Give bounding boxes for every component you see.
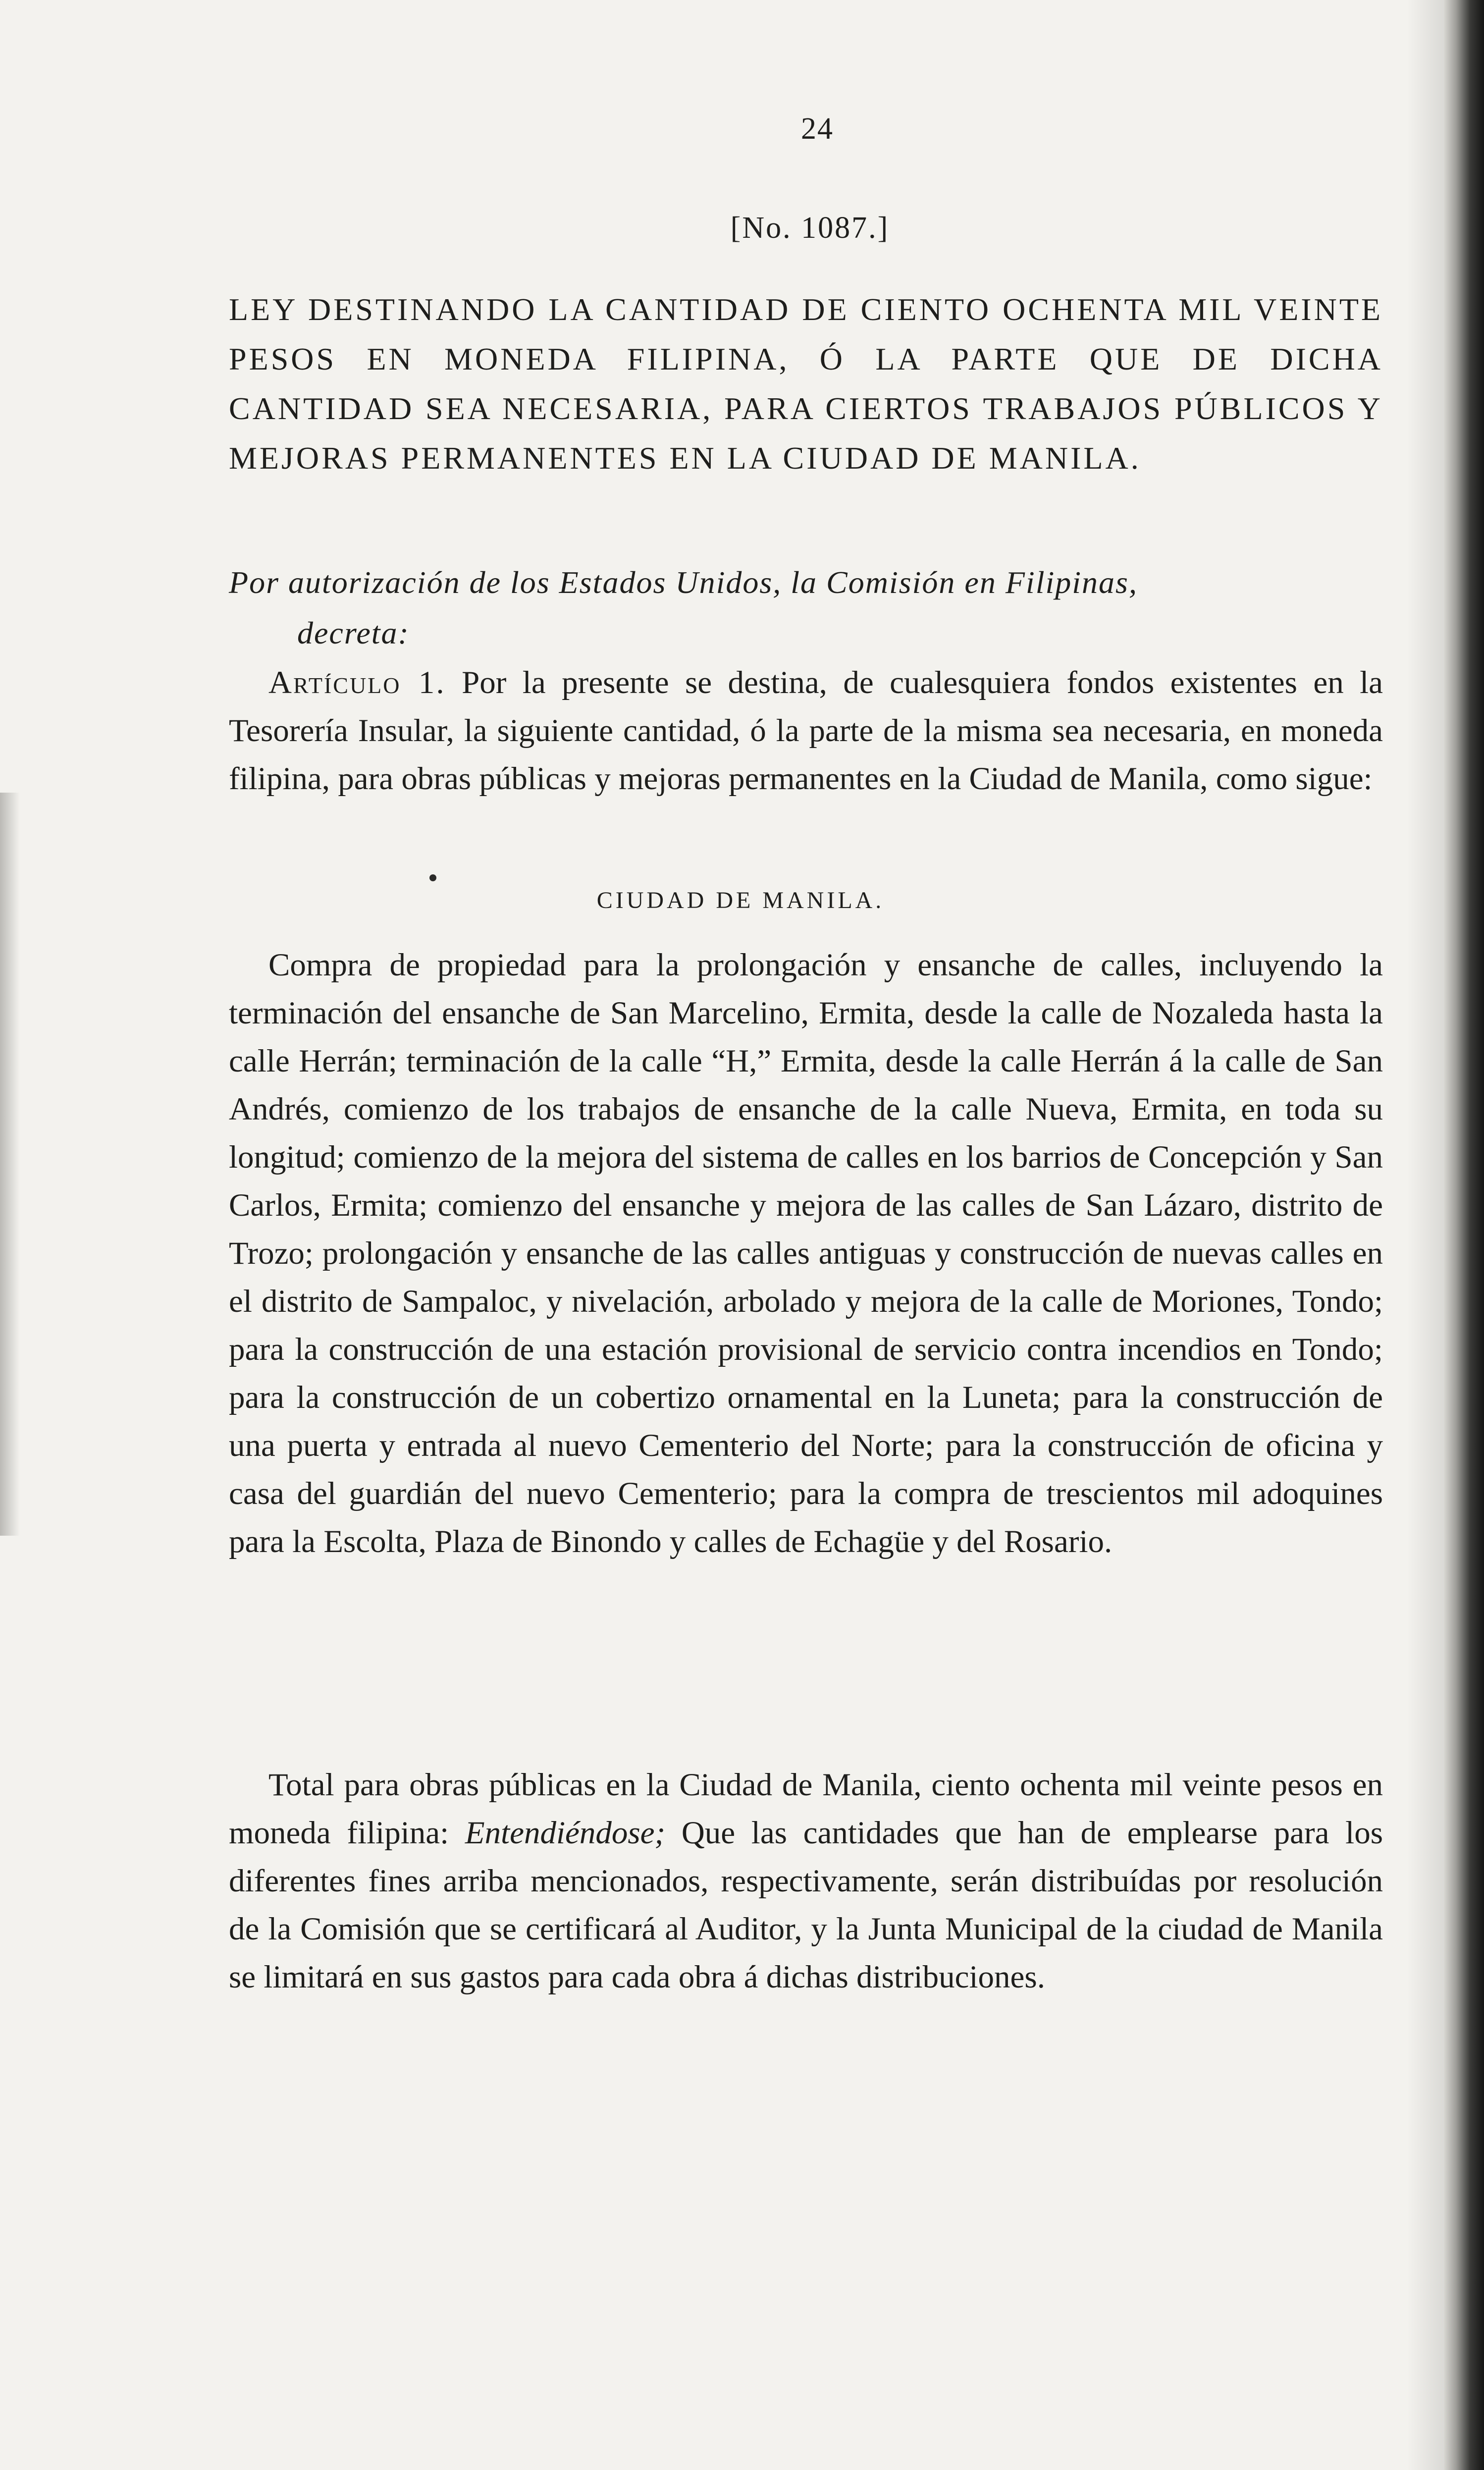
ink-dot	[429, 874, 436, 881]
section-heading: CIUDAD DE MANILA.	[596, 887, 885, 913]
works-paragraph: Compra de propiedad para la prolongación y ensanche de calles, incluyendo la terminación del ensanche de San Marcelino, Ermita, desde la calle de Nozaleda hasta la calle Herrán; terminación de la calle “H,” Ermita, desde la calle Herrán á la calle de San Andrés, comienzo de los trabajos de ensanche de la calle Nueva, Ermita, en toda su longitud; comienzo de la mejora del sistema de calles en los barrios de Concepción y San Carlos, Ermita; comienzo del ensanche y mejora de las calles de San Lázaro, distrito de Trozo; prolongación y ensanche de las calles antiguas y construcción de nuevas calles en el distrito de Sampaloc, y nivelación, arbolado y mejora de la calle de Moriones, Tondo; para la construcción de una estación provisional de servicio contra incendios en Tondo; para la construcción de un cobertizo ornamental en la Luneta; para la construcción de una puerta y entrada al nuevo Cementerio del Norte; para la construcción de oficina y casa del guardián del nuevo Cementerio; para la compra de trescientos mil adoquines para la Escolta, Plaza de Binondo y calles de Echagüe y del Rosario.	[229, 947, 1383, 1559]
page-edge-shadow	[1407, 0, 1444, 2470]
total-text-part-1: Total para obras públicas en la Ciudad de Manila, ciento ochenta mil veinte pesos en moneda filipina:	[229, 1767, 1383, 1851]
article-label: Artículo 1.	[268, 665, 446, 700]
book-spine	[1444, 0, 1484, 2470]
law-title: LEY DESTINANDO LA CANTIDAD DE CIENTO OCHENTA MIL VEINTE PESOS EN MONEDA FILIPINA, Ó LA PARTE QUE DE DICHA CANTIDAD SEA NECESARIA, PARA CIERTOS TRABAJOS PÚBLICOS Y MEJORAS PERMANENTES EN LA CIUDAD DE MANILA.	[229, 292, 1383, 476]
total-paragraph	[229, 1761, 1383, 2001]
total-text-part-2: Que las cantidades que han de emplearse para los diferentes fines arriba mencionados, respectivamente, serán distribuídas por resolución de la Comisión que se certificará al Auditor, y la Junta Municipal de la ciudad de Manila se limitará en sus gastos para cada obra á dichas distribuciones.	[229, 1815, 1383, 1995]
proviso-italic: Entendiéndose;	[465, 1815, 666, 1851]
law-number: [No. 1087.]	[730, 211, 890, 245]
article-text: Por la presente se destina, de cualesquiera fondos existentes en la Tesorería Insular, la siguiente cantidad, ó la parte de la misma sea necesaria, en moneda filipina, para obras públicas y mejoras permanentes en la Ciudad de Manila, como sigue:	[229, 665, 1383, 797]
enacting-clause-line-1: Por autorización de los Estados Unidos, la Comisión en Filipinas,	[229, 565, 1138, 600]
enacting-clause	[229, 557, 1383, 658]
enacting-clause-line-2: decreta:	[297, 615, 410, 650]
article-1	[229, 659, 1383, 803]
page-number: 24	[801, 112, 834, 146]
